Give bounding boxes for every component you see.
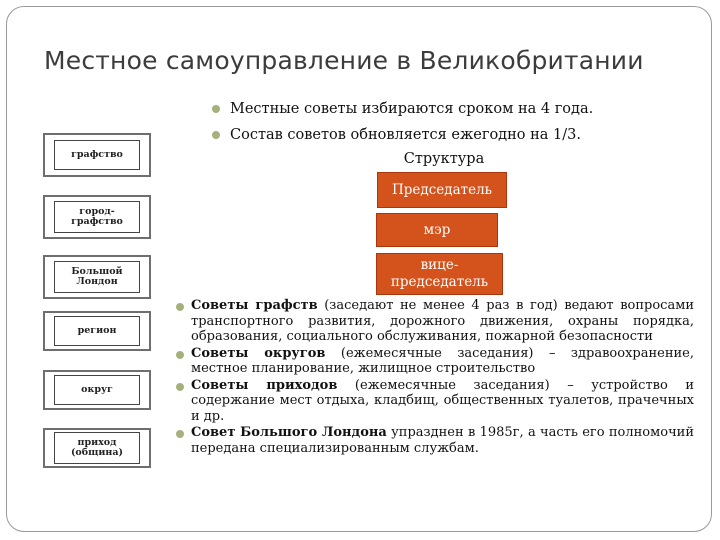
council-description: (заседают не менее 4 раз в год) ведают вопросами транспортного развития, дорожного движения, охраны порядка, образования, социального обслуживания, пожарной безопасности [191,298,694,344]
council-description: упразднен в 1985г, а часть его полномочий передана специализированным службам. [191,425,694,456]
unit-label: графство [71,149,123,160]
council-bullet [176,378,694,425]
intro-bullet [212,122,593,148]
intro-bullet [212,96,593,122]
vice-chairman-box [376,253,503,295]
unit-label: город- [79,206,115,217]
unit-label: приход [77,437,117,448]
intro-bullet-list [212,96,593,148]
bullet-dot-icon [212,105,220,113]
structure-label: Структура [403,151,485,167]
unit-box-parish [43,428,151,468]
unit-label: (община) [70,447,124,458]
bullet-dot-icon [176,303,184,311]
bullet-dot-icon [176,351,184,359]
councils-bullet-list [176,298,694,457]
slide-title: Местное самоуправление в Великобритании [44,46,644,75]
bullet-dot-icon [176,430,184,438]
unit-label: Большой [71,266,123,277]
council-bullet [176,298,694,345]
council-bullet [176,346,694,377]
council-bullet [176,425,694,456]
council-name: Совет Большого Лондона [191,425,387,440]
unit-box-county [43,133,151,177]
intro-bullet-text: Состав советов обновляется ежегодно на 1/3. [230,127,581,143]
unit-box-city-county [43,195,151,239]
unit-label: округ [81,384,113,395]
bullet-dot-icon [176,383,184,391]
bullet-dot-icon [212,131,220,139]
unit-label: Лондон [76,276,118,287]
unit-box-region [43,311,151,351]
intro-bullet-text: Местные советы избираются сроком на 4 года. [230,101,594,117]
vice-chairman-line1: вице- [420,257,459,273]
council-name: Советы округов [191,345,326,361]
unit-label: регион [77,325,117,336]
chairman-box: Председатель [377,172,507,208]
unit-box-greater-london [43,255,151,299]
vice-chairman-line2: председатель [390,274,489,290]
council-name: Советы графств [191,298,318,313]
unit-box-district [43,370,151,410]
mayor-box: мэр [376,213,498,247]
council-name: Советы приходов [191,377,338,393]
council-description: (ежемесячные заседания) – здравоохранение, местное планирование, жилищное строительство [191,345,694,376]
unit-label: графство [71,216,123,227]
council-description: (ежемесячные заседания) – устройство и содержание мест отдыха, кладбищ, общественных туалетов, прачечных и др. [191,377,694,424]
